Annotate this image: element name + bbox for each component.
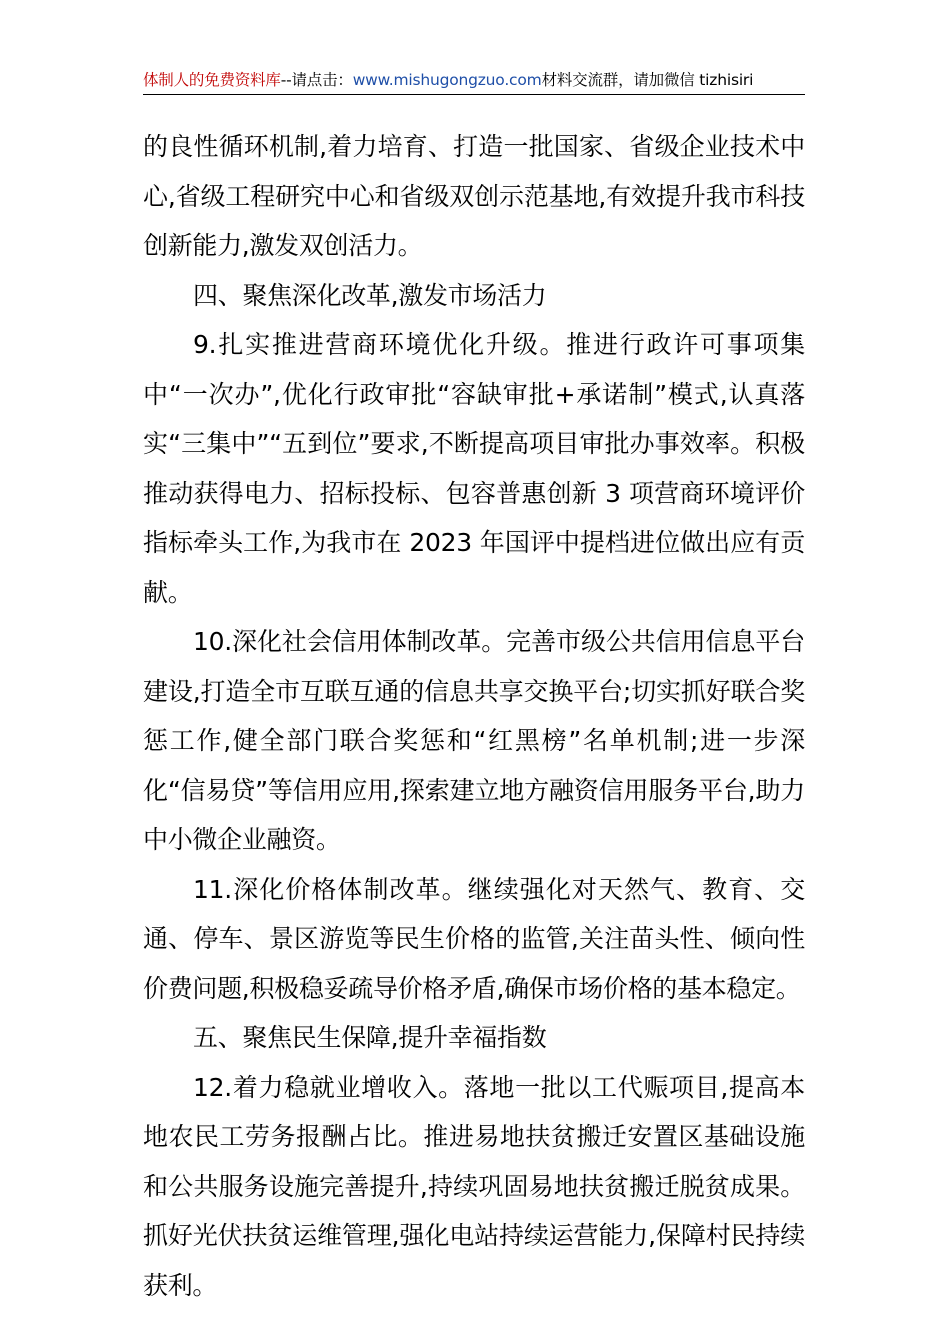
paragraph-item-10: 10.深化社会信用体制改革。完善市级公共信用信息平台建设,打造全市互联互通的信息共享交换平台;切实抓好联合奖惩工作,健全部门联合奖惩和“红黑榜”名单机制;进一步深化“信易贷”等信用应用,探索建立地方融资信用服务平台,助力中小微企业融资。 [143,627,805,854]
header-url-link[interactable]: www.mishugongzuo.com [352,71,542,89]
page-header [143,66,805,95]
paragraph-item-11: 11.深化价格体制改革。继续强化对天然气、教育、交通、停车、景区游览等民生价格的监管,关注苗头性、倾向性价费问题,积极稳妥疏导价格矛盾,确保市场价格的基本稳定。 [143,874,805,1003]
header-prompt: --请点击： [280,71,353,89]
paragraph-item-12: 12.着力稳就业增收入。落地一批以工代赈项目,提高本地农民工劳务报酬占比。推进易地扶贫搬迁安置区基础设施和公共服务设施完善提升,持续巩固易地扶贫搬迁脱贫成果。抓好光伏扶贫运维管理,强化电站持续运营能力,保障村民持续获利。 [143,1072,805,1300]
section-heading-4: 四、聚焦深化改革,激发市场活力 [193,280,547,310]
document-body [143,122,805,1310]
section-heading-5: 五、聚焦民生保障,提升幸福指数 [193,1023,547,1052]
paragraph-item-9: 9.扎实推进营商环境优化升级。推进行政许可事项集中“一次办”,优化行政审批“容缺审批+承诺制”模式,认真落实“三集中”“五到位”要求,不断提高项目审批办事效率。积极推动获得电力、招标投标、包容普惠创新 3 项营商环境评价指标牵头工作,为我市在 2023 年国评中提档进位做出应有贡献。 [143,330,805,607]
header-note: 材料交流群，请加微信 tizhisiri [541,71,754,89]
paragraph-continuation: 的良性循环机制,着力培育、打造一批国家、省级企业技术中心,省级工程研究中心和省级双创示范基地,有效提升我市科技创新能力,激发双创活力。 [143,132,805,260]
header-brand: 体制人的免费资料库 [143,71,281,89]
